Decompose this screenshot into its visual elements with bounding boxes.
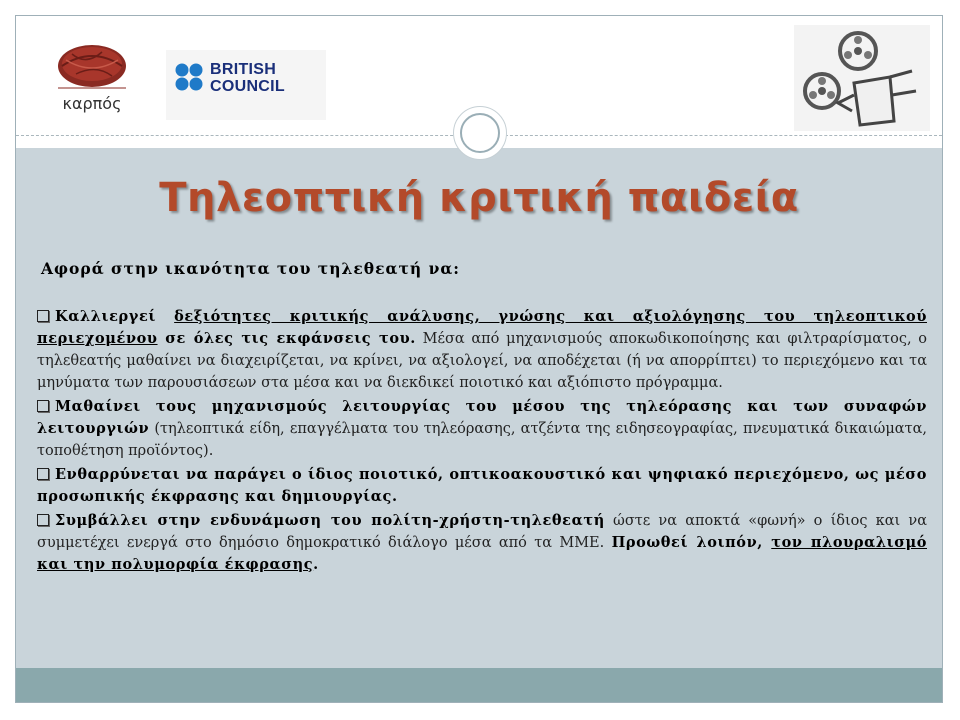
british-council-line2: COUNCIL: [210, 78, 285, 95]
british-council-text: [210, 61, 285, 95]
british-council-dots-icon: [174, 62, 214, 102]
british-council-logo: [166, 50, 326, 120]
footer-band: [16, 668, 942, 702]
bullet-item: [37, 396, 927, 462]
segment: Συμβάλλει στην ενδυνάμωση του πολίτη-χρήστη-τηλεθεατή: [55, 512, 605, 529]
intro-text: Αφορά στην ικανότητα του τηλεθεατή να:: [41, 259, 460, 278]
segment: (τηλεοπτικά είδη, επαγγέλματα του τηλεόρασης, ατζέντα της ειδησεογραφίας, πνευματικά δικαιώματα, τοποθέτηση προϊόντος).: [37, 421, 927, 459]
segment: δεξιότητες κριτικής ανάλυσης, γνώσης και αξιολόγησης του τηλεοπτικού περιεχομένου: [37, 308, 927, 347]
segment: .: [313, 556, 319, 573]
checkbox-bullet-icon: [37, 468, 49, 480]
segment: Μέσα από μηχανισμούς αποκωδικοποίησης και φιλτραρίσματος, ο τηλεθεατής μαθαίνει να διαχειρίζεται, να κρίνει, να αξιολογεί, να αποδέχεται (ή να απορρίπτει) το περιεχόμενο και τα μηνύματα των παρουσιάσεων στα μέσα και να διεκδικεί ποιοτικό και αξιόπιστο πρόγραμμα.: [37, 331, 927, 391]
bullet-item: [37, 306, 927, 394]
film-reel-logo: [794, 25, 930, 131]
walnut-icon: [46, 36, 138, 96]
checkbox-bullet-icon: [37, 400, 49, 412]
karpos-logo-text: καρπός: [62, 94, 122, 113]
bullet-item: [37, 510, 927, 576]
british-council-line1: BRITISH: [210, 61, 277, 78]
bullet-list: [37, 306, 927, 578]
slide: [15, 15, 943, 703]
segment: τον πλουραλισμό και την πολυμορφία έκφρασης: [37, 534, 927, 573]
segment: ώστε να αποκτά «φωνή» ο ίδιος και να συμμετέχει ενεργά στο δημόσιο δημοκρατικό διάλογο μέσα από τα ΜΜΕ.: [37, 513, 927, 551]
karpos-logo: [46, 36, 138, 116]
divider-circle-ornament: [453, 106, 507, 160]
checkbox-bullet-icon: [37, 514, 49, 526]
segment: σε όλες τις εκφάνσεις του.: [157, 330, 416, 347]
bullet-item: [37, 464, 927, 508]
segment: Προωθεί λοιπόν,: [611, 534, 772, 551]
divider-circle-inner: [460, 113, 500, 153]
segment: Καλλιεργεί: [55, 308, 175, 325]
film-reel-icon: [794, 25, 930, 131]
segment: Ενθαρρύνεται να παράγει ο ίδιος ποιοτικό, οπτικοακουστικό και ψηφιακό περιεχόμενο, ως μέσο προσωπικής έκφρασης και δημιουργίας.: [37, 466, 927, 505]
segment: Μαθαίνει τους μηχανισμούς λειτουργίας του μέσου της τηλεόρασης και των συναφών λειτουργιών: [37, 398, 927, 437]
checkbox-bullet-icon: [37, 310, 49, 322]
slide-title: Τηλεοπτική κριτική παιδεία: [159, 175, 799, 221]
